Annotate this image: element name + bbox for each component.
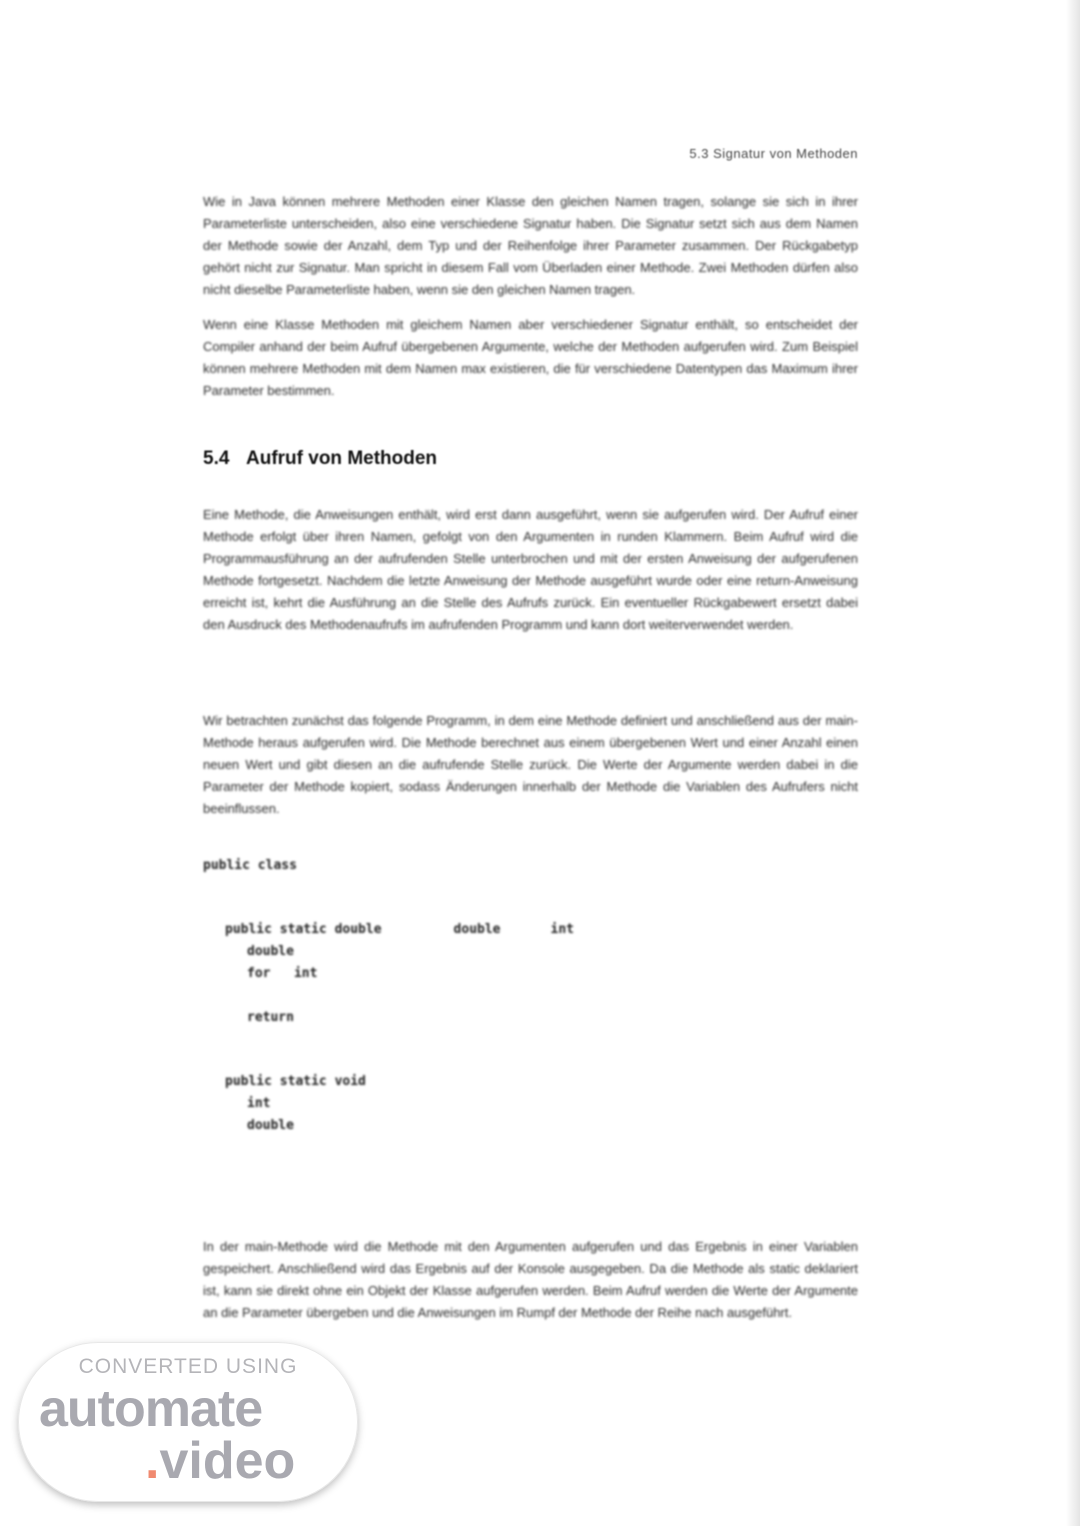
paragraph: Eine Methode, die Anweisungen enthält, wird erst dann ausgeführt, wenn sie aufgerufen wird. Der Aufruf einer Methode erfolgt über ihren Namen, gefolgt von den Argumenten in runden Klammern. Beim Aufruf wird die Programmausführung an der aufrufenden Stelle unterbrochen und mit der ersten Anweisung der aufgerufenen Methode fortgesetzt. Nachdem die letzte Anweisung der Methode ausgeführt wurde oder eine return-Anweisung erreicht ist, kehrt die Ausführung an die Stelle des Aufrufs zurück. Ein eventueller Rückgabewert ersetzt dabei den Ausdruck des Methodenaufrufs im aufrufenden Programm und kann dort weiterverwendet werden.: [203, 507, 858, 632]
code-line: return: [247, 1010, 294, 1025]
code-line: double: [247, 1118, 294, 1133]
paragraph: Wie in Java können mehrere Methoden einer Klasse den gleichen Namen tragen, solange sie sich in ihrer Parameterliste unterscheiden, also eine verschiedene Signatur haben. Die Signatur setzt sich aus dem Namen der Methode sowie der Anzahl, dem Typ und der Reihenfolge ihrer Parameter zusammen. Der Rückgabetyp gehört nicht zur Signatur. Man spricht in diesem Fall vom Überladen einer Methode. Zwei Methoden dürfen also nicht dieselbe Parameterliste haben, wenn sie den gleichen Namen tragen.: [203, 194, 858, 297]
code-token: double: [453, 922, 501, 937]
section-title: Aufruf von Methoden: [246, 448, 438, 469]
watermark-dot: .: [145, 1432, 160, 1490]
paragraph: In der main-Methode wird die Methode mit den Argumenten aufgerufen und das Ergebnis in einer Variablen gespeichert. Anschließend wird das Ergebnis auf der Konsole ausgegeben. Da die Methode als static deklariert ist, kann sie direkt ohne ein Objekt der Klasse aufgerufen werden. Beim Aufruf werden die Werte der Argumente an die Parameter übergeben und die Anweisungen im Rumpf der Methode der Reihe nach ausgeführt.: [203, 1239, 858, 1320]
watermark-suffix-text: video: [159, 1432, 296, 1490]
code-class-declaration: public class: [203, 858, 297, 873]
watermark-logo-suffix: [145, 1431, 295, 1491]
running-head: 5.3 Signatur von Methoden: [689, 146, 858, 161]
paragraph: Wenn eine Klasse Methoden mit gleichem Namen aber verschiedener Signatur enthält, so entscheidet der Compiler anhand der beim Aufruf übergebenen Argumente, welche der Methoden aufgerufen wird. Zum Beispiel können mehrere Methoden mit dem Namen max existieren, die für verschiedene Datentypen das Maximum ihrer Parameter bestimmen.: [203, 317, 858, 398]
watermark-logo-text: automate: [39, 1380, 263, 1438]
code-token: int: [550, 922, 574, 937]
watermark-caption: CONVERTED USING: [78, 1355, 298, 1378]
code-method-head: public static void: [225, 1074, 366, 1089]
code-line: int: [247, 1096, 271, 1111]
code-token: public static double: [225, 922, 382, 937]
page-edge-shadow: [1066, 0, 1080, 1526]
section-number: 5.4: [203, 448, 230, 469]
code-line: double: [247, 944, 294, 959]
paragraph: Wir betrachten zunächst das folgende Programm, in dem eine Methode definiert und anschließend aus der main-Methode heraus aufgerufen wird. Die Methode berechnet aus einem übergebenen Wert und einer Anzahl einen neuen Wert und gibt diesen an die aufrufende Stelle zurück. Die Werte der Argumente werden dabei in die Parameter der Methode kopiert, sodass Änderungen innerhalb der Methode die Variablen des Aufrufers nicht beeinflussen.: [203, 713, 858, 816]
code-line: for int: [247, 966, 318, 981]
section-heading: [203, 448, 437, 470]
code-method-head: [225, 922, 574, 937]
watermark-badge: [18, 1342, 358, 1502]
